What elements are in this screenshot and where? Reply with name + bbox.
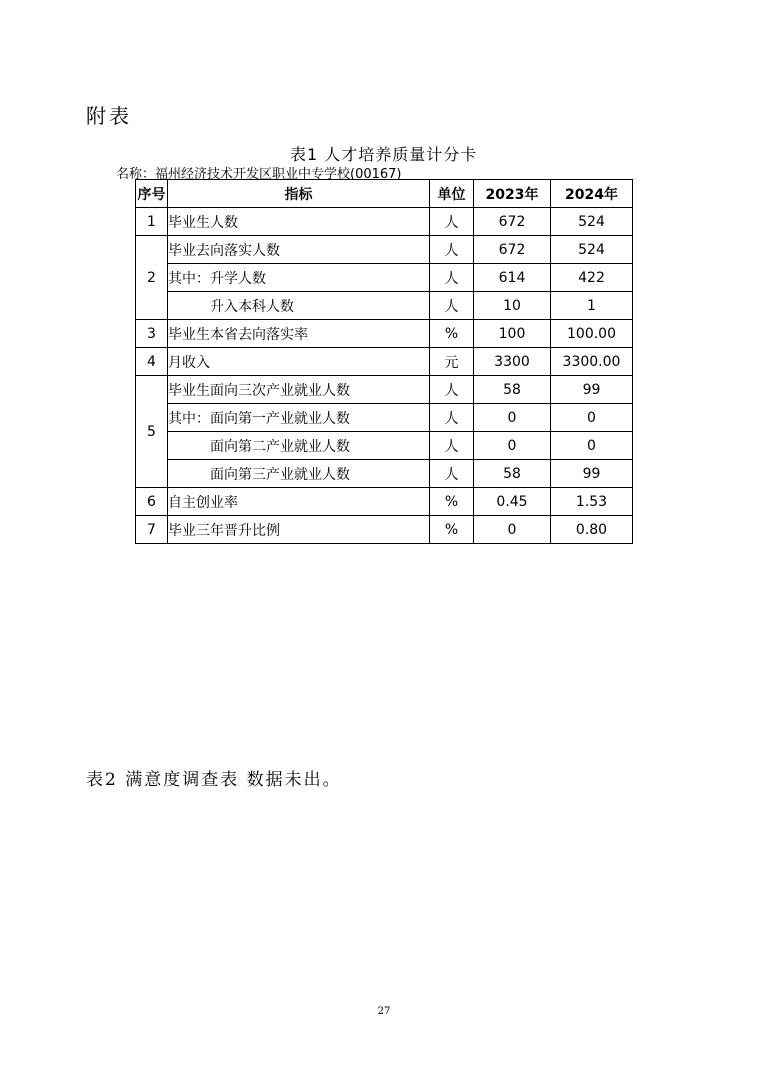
table-row xyxy=(136,376,633,404)
row-indicator: 面向第二产业就业人数 xyxy=(168,432,430,460)
table-row xyxy=(136,320,633,348)
table-row xyxy=(136,488,633,516)
row-unit: 人 xyxy=(430,264,474,292)
row-no: 5 xyxy=(136,376,168,488)
row-2023: 672 xyxy=(474,208,551,236)
row-unit: 人 xyxy=(430,404,474,432)
row-2024: 0 xyxy=(551,432,633,460)
header-2024: 2024年 xyxy=(551,180,633,208)
row-2023: 58 xyxy=(474,460,551,488)
row-indicator: 毕业去向落实人数 xyxy=(168,236,430,264)
row-2023: 614 xyxy=(474,264,551,292)
row-2023: 672 xyxy=(474,236,551,264)
row-unit: 人 xyxy=(430,292,474,320)
table-row xyxy=(136,292,633,320)
header-unit: 单位 xyxy=(430,180,474,208)
row-2024: 1 xyxy=(551,292,633,320)
row-2024: 0 xyxy=(551,404,633,432)
row-no: 4 xyxy=(136,348,168,376)
row-2024: 99 xyxy=(551,376,633,404)
row-no: 1 xyxy=(136,208,168,236)
row-unit: 人 xyxy=(430,208,474,236)
row-2024: 524 xyxy=(551,208,633,236)
row-no: 3 xyxy=(136,320,168,348)
row-indicator: 升入本科人数 xyxy=(168,292,430,320)
table2-note: 表2 满意度调查表 数据未出。 xyxy=(86,770,342,790)
row-2023: 10 xyxy=(474,292,551,320)
row-unit: 人 xyxy=(430,432,474,460)
table-row xyxy=(136,432,633,460)
row-unit: 元 xyxy=(430,348,474,376)
row-unit: 人 xyxy=(430,460,474,488)
row-2023: 0 xyxy=(474,432,551,460)
row-2023: 0 xyxy=(474,404,551,432)
table-header-row xyxy=(136,180,633,208)
table-title: 表1 人才培养质量计分卡 xyxy=(290,145,478,164)
row-indicator: 毕业生人数 xyxy=(168,208,430,236)
table-row xyxy=(136,516,633,544)
row-indicator: 毕业三年晋升比例 xyxy=(168,516,430,544)
row-2024: 1.53 xyxy=(551,488,633,516)
table-row xyxy=(136,208,633,236)
row-indicator: 其中：面向第一产业就业人数 xyxy=(168,404,430,432)
row-unit: % xyxy=(430,488,474,516)
row-2024: 99 xyxy=(551,460,633,488)
table-row xyxy=(136,236,633,264)
row-2023: 0.45 xyxy=(474,488,551,516)
row-2024: 422 xyxy=(551,264,633,292)
table-row xyxy=(136,348,633,376)
row-2023: 58 xyxy=(474,376,551,404)
row-unit: % xyxy=(430,320,474,348)
appendix-heading: 附表 xyxy=(86,104,132,128)
row-indicator: 毕业生面向三次产业就业人数 xyxy=(168,376,430,404)
row-indicator: 自主创业率 xyxy=(168,488,430,516)
header-2023: 2023年 xyxy=(474,180,551,208)
row-unit: 人 xyxy=(430,236,474,264)
header-indicator: 指标 xyxy=(168,180,430,208)
watermark xyxy=(33,246,69,284)
row-2024: 0.80 xyxy=(551,516,633,544)
table-row xyxy=(136,404,633,432)
talent-scorecard-table xyxy=(135,179,633,544)
row-no: 6 xyxy=(136,488,168,516)
table-row xyxy=(136,460,633,488)
header-no: 序号 xyxy=(136,180,168,208)
table-row xyxy=(136,264,633,292)
row-2023: 100 xyxy=(474,320,551,348)
row-2024: 524 xyxy=(551,236,633,264)
row-2023: 0 xyxy=(474,516,551,544)
row-no: 2 xyxy=(136,236,168,320)
school-name: 名称：福州经济技术开发区职业中专学校(00167) xyxy=(116,167,402,182)
row-indicator: 面向第三产业就业人数 xyxy=(168,460,430,488)
row-indicator: 月收入 xyxy=(168,348,430,376)
row-indicator: 毕业生本省去向落实率 xyxy=(168,320,430,348)
row-2024: 3300.00 xyxy=(551,348,633,376)
row-2024: 100.00 xyxy=(551,320,633,348)
page-number: 27 xyxy=(377,1006,391,1017)
row-unit: 人 xyxy=(430,376,474,404)
row-unit: % xyxy=(430,516,474,544)
row-no: 7 xyxy=(136,516,168,544)
row-2023: 3300 xyxy=(474,348,551,376)
row-indicator: 其中：升学人数 xyxy=(168,264,430,292)
